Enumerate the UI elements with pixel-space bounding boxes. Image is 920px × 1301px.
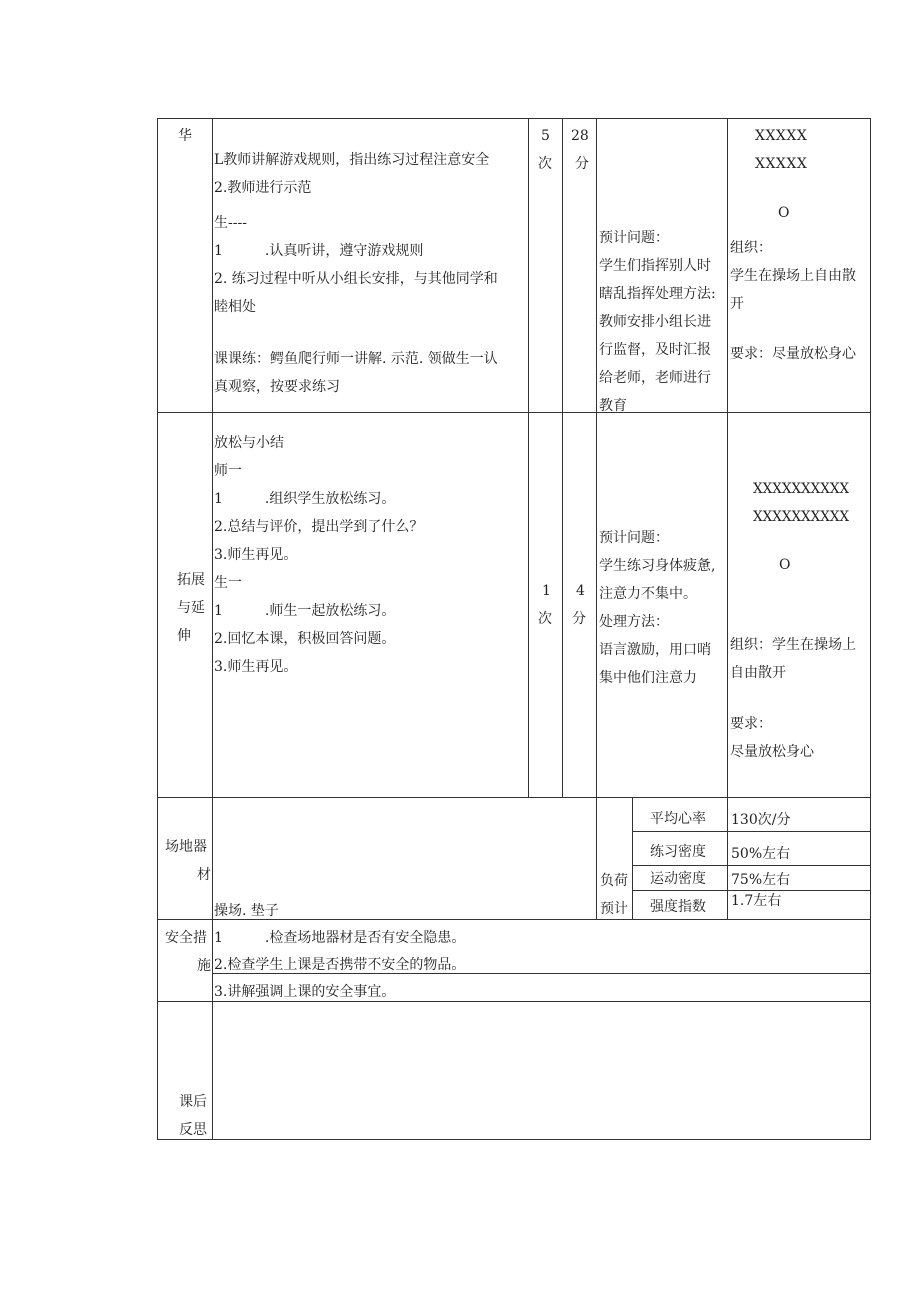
note-line: 注意力不集中。 (599, 586, 697, 602)
grid-line (632, 831, 871, 832)
content-line: 2.教师进行示范 (214, 180, 312, 196)
content-line: 放松与小结 (214, 435, 284, 451)
duration-value: 28 (571, 128, 589, 144)
grid-line (632, 890, 871, 891)
note-line: 行监督，及时汇报 (599, 342, 711, 358)
note-line: 预计问题： (599, 530, 669, 546)
duration (572, 577, 586, 633)
grid-line (562, 118, 563, 798)
label-line: 材 (197, 867, 211, 883)
metric-name: 平均心率 (650, 811, 706, 827)
grid-line (157, 118, 871, 119)
teacher-marker: O (778, 205, 790, 221)
grid-line (157, 118, 158, 1140)
note-line: 处理方法： (599, 614, 669, 630)
count-value: 1 (542, 583, 551, 599)
expected-issues (599, 524, 715, 692)
org-line: 学生在操场上自由散 (730, 268, 856, 284)
org-line: 尽量放松身心 (730, 744, 814, 760)
grid-line (157, 1001, 871, 1002)
formation-row: XXXXX (755, 156, 808, 172)
note-line: 学生练习身体疲惫, (599, 558, 716, 574)
duration-value: 4 (576, 583, 585, 599)
load-label (600, 867, 628, 923)
stage-line: 伸 (177, 628, 191, 644)
teacher-marker: O (779, 557, 791, 573)
duration (571, 122, 589, 178)
org-line: 开 (730, 296, 744, 312)
label-line: 安全措 (165, 930, 207, 946)
grid-line (870, 118, 871, 1140)
content-line: 2. 练习过程中听从小组长安排，与其他同学和 (214, 271, 498, 287)
activity-content (214, 209, 498, 321)
duration-unit: 分 (572, 611, 586, 627)
label-line: 负荷 (600, 873, 628, 889)
content-line: 真观察，按要求练习 (214, 379, 340, 395)
content-line: 课课练：鳄鱼爬行师一讲解. 示范. 领做生一认 (214, 351, 498, 367)
note-line: 教育 (599, 398, 627, 414)
org-line: 组织： (730, 240, 772, 256)
metric-value: 75%左右 (731, 872, 791, 888)
requirement (730, 710, 814, 766)
metric-name: 运动密度 (650, 871, 706, 887)
content-line: 3.师生再见。 (214, 547, 298, 563)
content-line: 师一 (214, 463, 242, 479)
grid-line (632, 865, 871, 866)
label-line: 场地器 (165, 839, 207, 855)
grid-line (212, 118, 213, 1140)
note-line: 集中他们注意力 (599, 670, 697, 686)
repeat-count (538, 577, 552, 633)
note-line: 教师安排小组长进 (599, 314, 711, 330)
grid-line (528, 118, 529, 798)
safety-label (165, 924, 211, 980)
grid-line (632, 797, 633, 920)
grid-line (727, 118, 728, 920)
metric-value: 50%左右 (731, 846, 791, 862)
stage-line: 拓展 (177, 572, 205, 588)
count-unit: 次 (538, 156, 552, 172)
grid-line (596, 118, 597, 920)
label-line: 反思 (179, 1122, 207, 1138)
note-line: 语言激励，用口哨 (599, 642, 711, 658)
activity-content (214, 345, 498, 401)
content-line: 睦相处 (214, 299, 256, 315)
note-line: 学生们指挥别人时 (599, 258, 711, 274)
content-line: 1 .组织学生放松练习。 (214, 491, 396, 507)
repeat-count (538, 122, 552, 178)
label-line: 施 (197, 958, 211, 974)
requirement: 要求：尽量放松身心 (730, 346, 856, 362)
stage-label: 华 (178, 128, 192, 144)
content-line: 1 .认真听讲，遵守游戏规则 (214, 243, 424, 259)
note-line: 预计问题： (599, 230, 669, 246)
stage-line: 与延 (177, 600, 205, 616)
content-line: 生---- (214, 215, 247, 231)
venue-content: 操场. 垫子 (214, 903, 279, 919)
grid-line (157, 1139, 871, 1140)
formation-row: XXXXXXXXXX (753, 509, 850, 525)
metric-name: 强度指数 (650, 899, 706, 915)
stage-label (177, 566, 205, 650)
grid-line (157, 797, 871, 798)
content-line: 3.师生再见。 (214, 659, 298, 675)
safety-item: 3.讲解强调上课的安全事宜。 (214, 984, 396, 1000)
content-line: 生一 (214, 575, 242, 591)
label-line: 课后 (179, 1094, 207, 1110)
content-line: 2.总结与评价，提出学到了什么？ (214, 519, 424, 535)
metric-name: 练习密度 (650, 844, 706, 860)
count-unit: 次 (538, 611, 552, 627)
note-line: 瞎乱指挥处理方法: (599, 286, 716, 302)
content-line: L教师讲解游戏规则，指出练习过程注意安全 (214, 152, 490, 168)
expected-issues (599, 224, 716, 420)
activity-content (214, 429, 423, 681)
venue-label (165, 833, 211, 889)
duration-unit: 分 (575, 156, 589, 172)
reflection-label (179, 1088, 207, 1144)
note-line: 给老师，老师进行 (599, 370, 711, 386)
content-line: 1 .师生一起放松练习。 (214, 603, 396, 619)
organization (730, 631, 856, 687)
safety-item: 1 .检查场地器材是否有安全隐患。 (214, 930, 466, 946)
org-line: 要求： (730, 716, 772, 732)
activity-content (214, 146, 489, 202)
formation-row: XXXXX (755, 128, 808, 144)
org-line: 组织：学生在操场上 (730, 637, 856, 653)
organization (730, 234, 856, 318)
metric-value: 130次/分 (731, 812, 791, 828)
content-line: 2.回忆本课，积极回答问题。 (214, 631, 396, 647)
org-line: 自由散开 (730, 665, 786, 681)
grid-line (157, 412, 871, 413)
safety-item: 2.检查学生上课是否携带不安全的物品。 (214, 957, 466, 973)
label-line: 预计 (600, 901, 628, 917)
metric-value: 1.7左右 (731, 893, 782, 909)
formation-row: XXXXXXXXXX (753, 481, 850, 497)
count-value: 5 (541, 128, 550, 144)
